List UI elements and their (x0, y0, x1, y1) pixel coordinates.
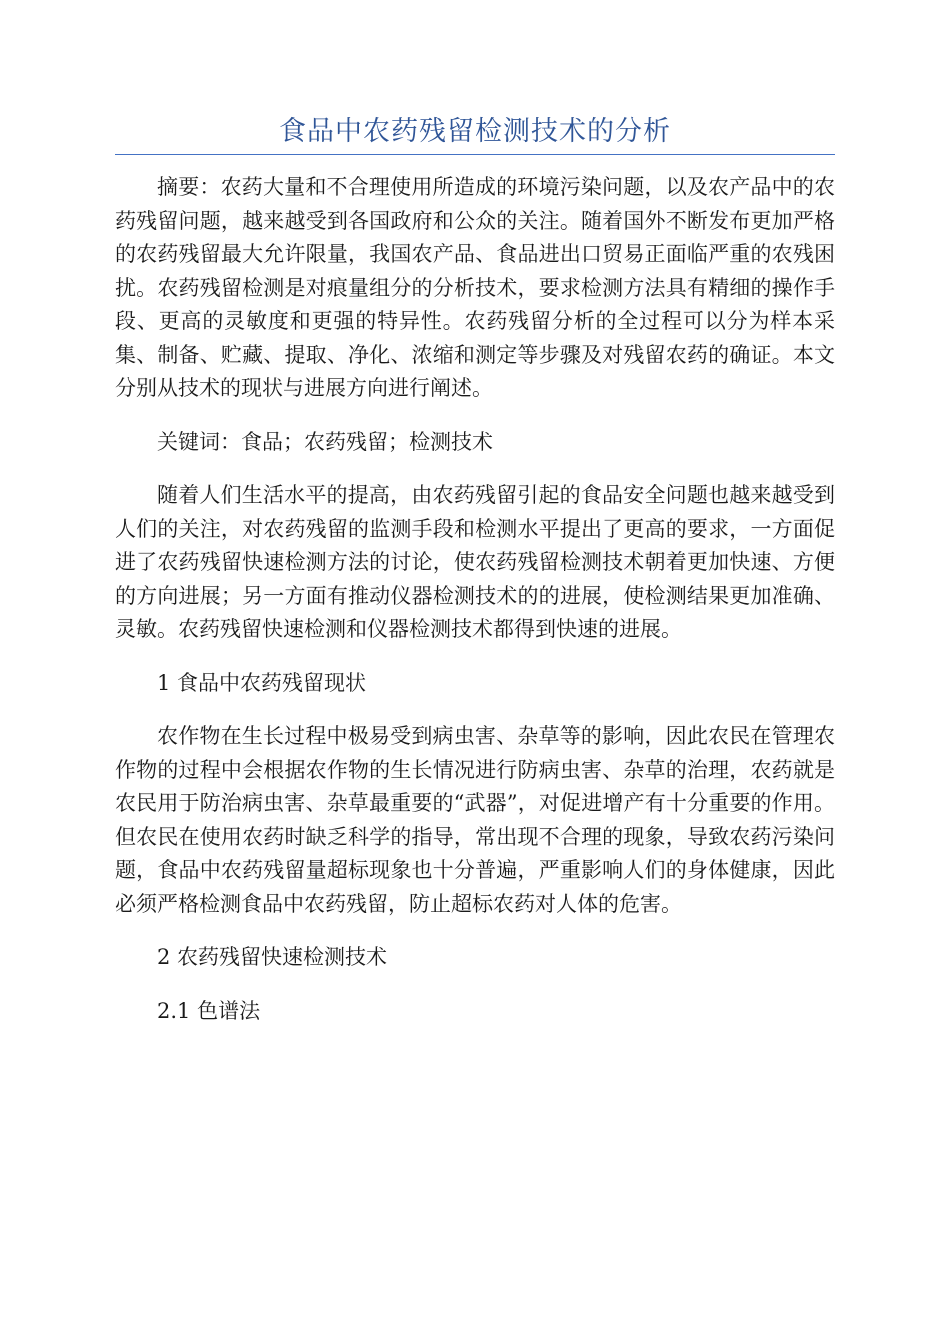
title-underline (115, 154, 835, 155)
section-2-heading: 2 农药残留快速检测技术 (157, 945, 388, 969)
document-body (115, 171, 835, 1048)
section-1-heading: 1 食品中农药残留现状 (157, 670, 367, 695)
abstract-paragraph: 摘要：农药大量和不合理使用所造成的环境污染问题，以及农产品中的农药残留问题，越来越受到各国政府和公众的关注。随着国外不断发布更加严格的农药残留最大允许限量，我国农产品、食品进出口贸易正面临严重的农残困扰。农药残留检测是对痕量组分的分析技术，要求检测方法具有精细的操作手段、更高的灵敏度和更强的特异性。农药残留分析的全过程可以分为样本采集、制备、贮藏、提取、净化、浓缩和测定等步骤及对残留农药的确证。本文分别从技术的现状与进展方向进行阐述。 (115, 175, 835, 400)
section-2-1-heading: 2.1 色谱法 (157, 998, 261, 1023)
intro-paragraph: 随着人们生活水平的提高，由农药残留引起的食品安全问题也越来越受到人们的关注，对农药残留的监测手段和检测水平提出了更高的要求，一方面促进了农药残留快速检测方法的讨论，使农药残留检测技术朝着更加快速、方便的方向进展；另一方面有推动仪器检测技术的的进展，使检测结果更加准确、灵敏。农药残留快速检测和仪器检测技术都得到快速的进展。 (115, 483, 835, 641)
document-title: 食品中农药残留检测技术的分析 (279, 116, 671, 147)
keywords-paragraph: 关键词：食品；农药残留；检测技术 (157, 429, 493, 454)
section-1-paragraph: 农作物在生长过程中极易受到病虫害、杂草等的影响，因此农民在管理农作物的过程中会根据农作物的生长情况进行防病虫害、杂草的治理，农药就是农民用于防治病虫害、杂草最重要的“武器”，对促进增产有十分重要的作用。但农民在使用农药时缺乏科学的指导，常出现不合理的现象，导致农药污染问题，食品中农药残留量超标现象也十分普遍，严重影响人们的身体健康，因此必须严格检测食品中农药残留，防止超标农药对人体的危害。 (115, 724, 835, 916)
